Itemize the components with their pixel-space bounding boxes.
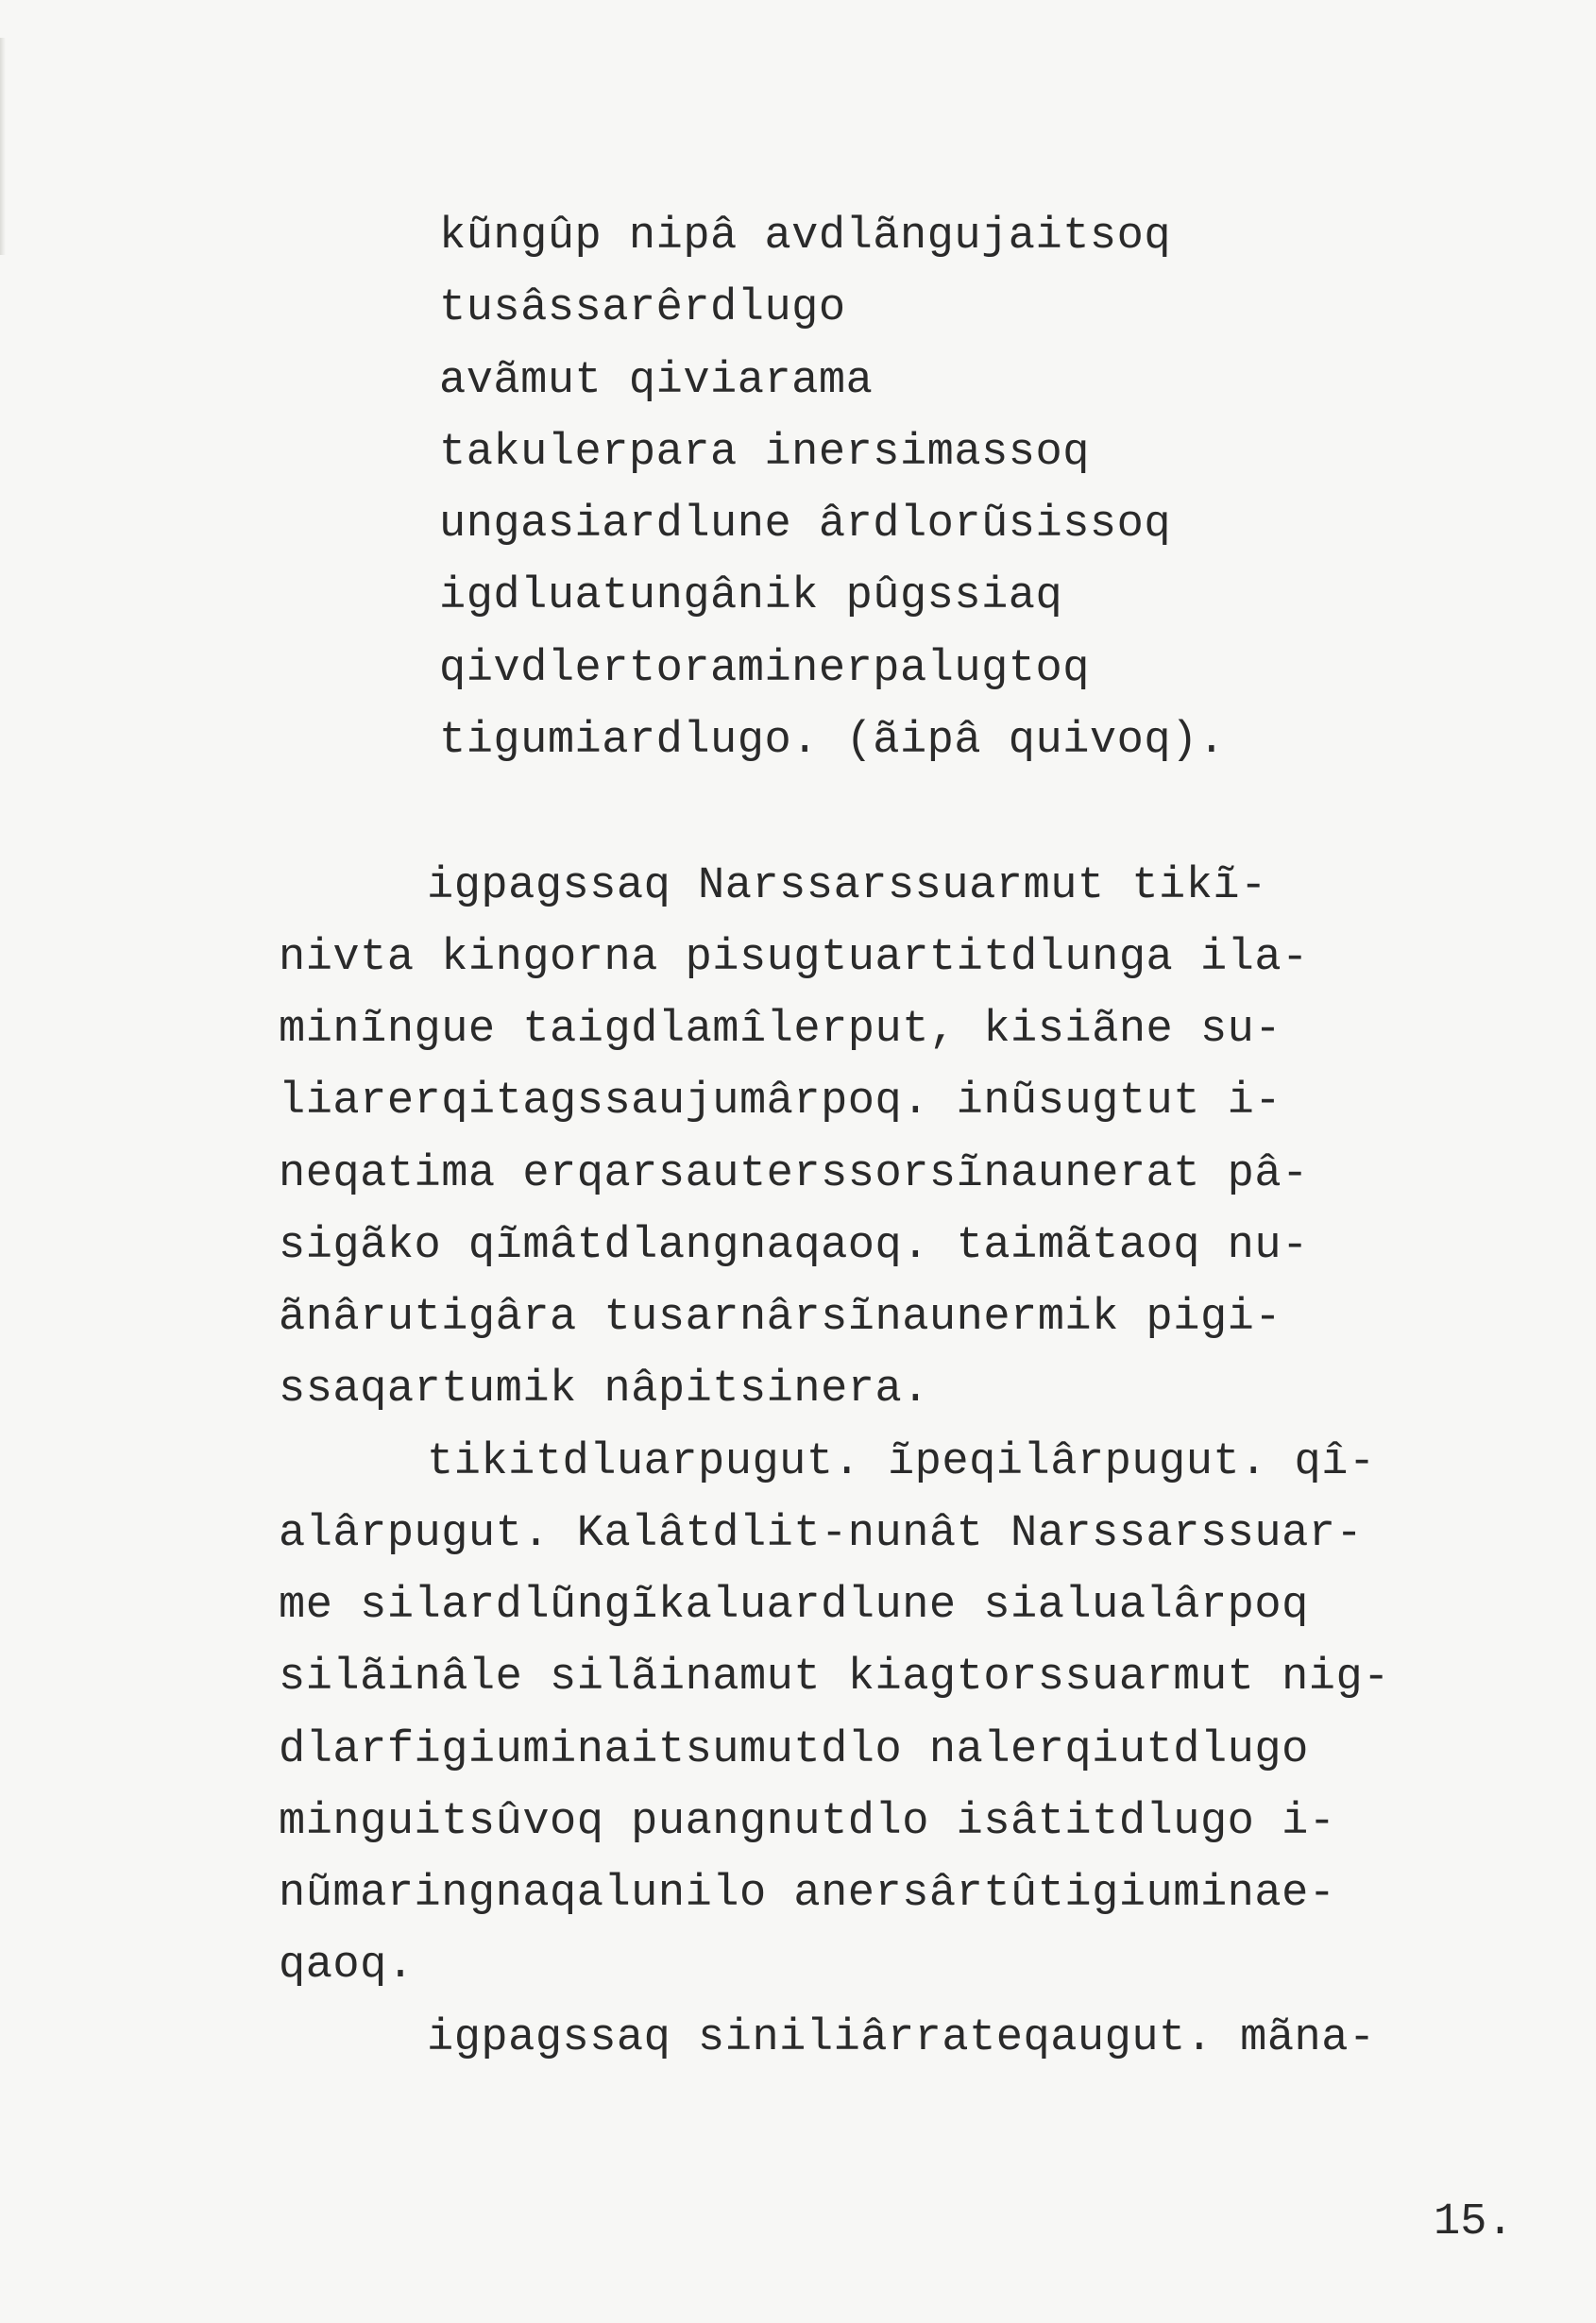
scan-edge-shadow [0, 38, 6, 255]
prose-line: ãnârutigâra tusarnârsĩnaunermik pigi- [279, 1293, 1282, 1343]
prose-line: igpagssaq siniliârrateqaugut. mãna- [427, 2013, 1376, 2063]
page-number: 15. [1434, 2197, 1514, 2247]
prose-line: minĩngue taigdlamîlerput, kisiãne su- [279, 1005, 1282, 1055]
prose-line: dlarfigiuminaitsumutdlo nalerqiutdlugo [279, 1725, 1309, 1775]
prose-line: ssaqartumik nâpitsinera. [279, 1365, 929, 1415]
poem-line: qivdlertoraminerpalugtoq [439, 644, 1090, 694]
prose-line: minguitsûvoq puangnutdlo isâtitdlugo i- [279, 1797, 1336, 1847]
prose-line: igpagssaq Narssarssuarmut tikĩ- [427, 861, 1267, 911]
prose-line: tikitdluarpugut. ĩpeqilârpugut. qî- [427, 1437, 1376, 1487]
poem-line: tusâssarêrdlugo [439, 283, 846, 333]
prose-line: silãinâle silãinamut kiagtorssuarmut nig- [279, 1653, 1390, 1703]
poem-line: avãmut qiviarama [439, 356, 874, 406]
poem-line: tigumiardlugo. (ãipâ quivoq). [439, 716, 1226, 766]
prose-line: neqatima erqarsauterssorsĩnaunerat pâ- [279, 1149, 1309, 1199]
prose-line: sigãko qĩmâtdlangnaqaoq. taimãtaoq nu- [279, 1221, 1309, 1271]
prose-line: liarerqitagssaujumârpoq. inũsugtut i- [279, 1077, 1282, 1127]
prose-line: nivta kingorna pisugtuartitdlunga ila- [279, 933, 1309, 983]
prose-line: me silardlũngĩkaluardlune sialualârpoq [279, 1581, 1309, 1631]
poem-line: takulerpara inersimassoq [439, 428, 1090, 478]
prose-line: nũmaringnaqalunilo anersârtûtigiuminae- [279, 1869, 1336, 1919]
poem-line: ungasiardlune ârdlorũsissoq [439, 500, 1172, 550]
prose-line: alârpugut. Kalâtdlit-nunât Narssarssuar- [279, 1509, 1364, 1559]
poem-line: igdluatungânik pûgssiaq [439, 571, 1063, 621]
prose-line: qaoq. [279, 1941, 415, 1991]
poem-line: kũngûp nipâ avdlãngujaitsoq [439, 212, 1172, 262]
